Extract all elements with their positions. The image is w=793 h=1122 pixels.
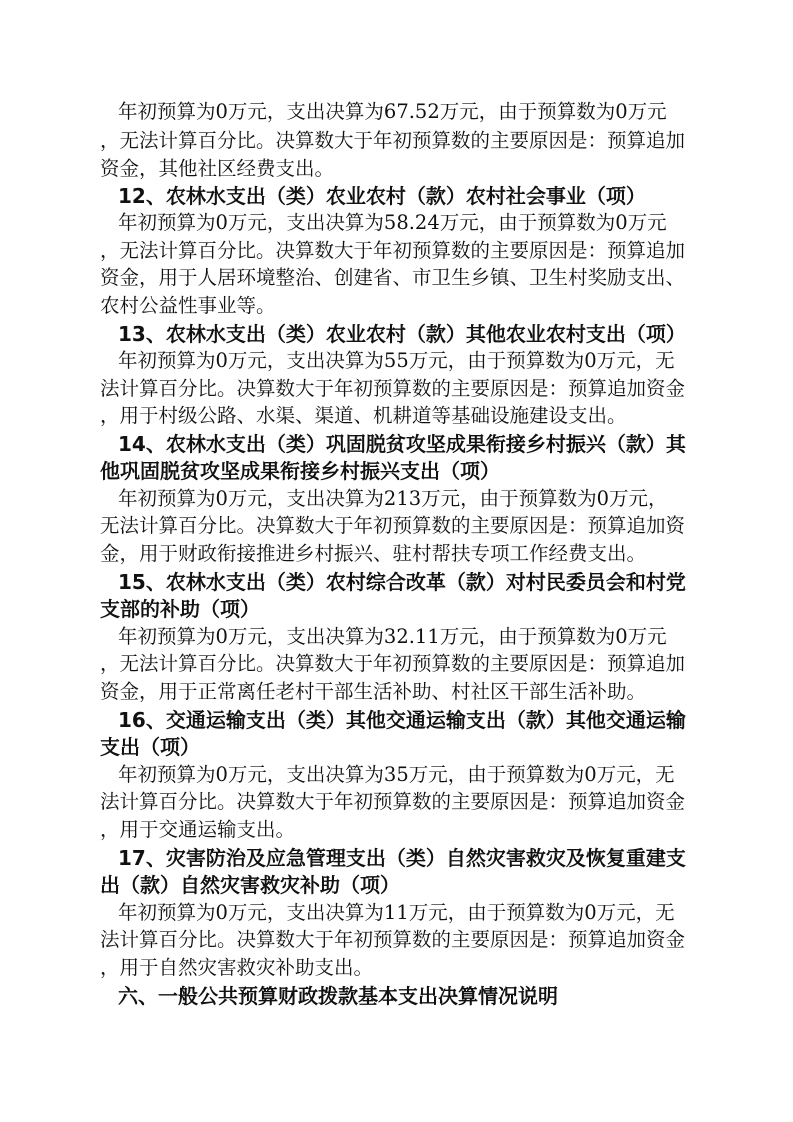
paragraph-line: 年初预算为0万元，支出决算为55万元，由于预算数为0万元，无 xyxy=(118,349,675,372)
paragraph-line: 法计算百分比。决算数大于年初预算数的主要原因是：预算追加资金 xyxy=(100,928,686,951)
paragraph-line: 农村公益性事业等。 xyxy=(100,294,276,317)
paragraph-line: ，用于村级公路、水渠、渠道、机耕道等基础设施建设支出。 xyxy=(100,404,627,427)
paragraph-line: 无法计算百分比。决算数大于年初预算数的主要原因是：预算追加资 xyxy=(100,514,686,537)
paragraph-line: 年初预算为0万元，支出决算为11万元，由于预算数为0万元，无 xyxy=(118,901,675,924)
paragraph-line: ，无法计算百分比。决算数大于年初预算数的主要原因是：预算追加 xyxy=(100,239,686,262)
section-heading: 12、农林水支出（类）农业农村（款）农村社会事业（项） xyxy=(118,184,646,208)
section-heading: 出（款）自然灾害救灾补助（项） xyxy=(100,873,400,897)
section-heading: 支出（项） xyxy=(100,735,200,759)
paragraph-line: 资金，其他社区经费支出。 xyxy=(100,157,335,180)
section-heading: 16、交通运输支出（类）其他交通运输支出（款）其他交通运输 xyxy=(118,708,686,732)
paragraph-line: 年初预算为0万元，支出决算为58.24万元，由于预算数为0万元 xyxy=(118,211,667,234)
paragraph-line: ，无法计算百分比。决算数大于年初预算数的主要原因是：预算追加 xyxy=(100,652,686,675)
section-heading: 15、农林水支出（类）农村综合改革（款）对村民委员会和村党 xyxy=(118,570,686,594)
section-heading: 六、一般公共预算财政拨款基本支出决算情况说明 xyxy=(118,984,558,1008)
paragraph-line: 资金，用于正常离任老村干部生活补助、村社区干部生活补助。 xyxy=(100,680,647,703)
section-heading: 13、农林水支出（类）农业农村（款）其他农业农村支出（项） xyxy=(118,322,686,346)
paragraph-line: 年初预算为0万元，支出决算为35万元，由于预算数为0万元，无 xyxy=(118,763,675,786)
section-heading: 他巩固脱贫攻坚成果衔接乡村振兴支出（项） xyxy=(100,459,500,483)
paragraph-line: 法计算百分比。决算数大于年初预算数的主要原因是：预算追加资金 xyxy=(100,377,686,400)
paragraph-line: 年初预算为0万元，支出决算为213万元，由于预算数为0万元， xyxy=(118,487,668,510)
paragraph-line: 资金，用于人居环境整治、创建省、市卫生乡镇、卫生村奖励支出、 xyxy=(100,266,686,289)
paragraph-line: ，用于自然灾害救灾补助支出。 xyxy=(100,956,374,979)
section-heading: 14、农林水支出（类）巩固脱贫攻坚成果衔接乡村振兴（款）其 xyxy=(118,432,686,456)
section-heading: 支部的补助（项） xyxy=(100,597,260,621)
paragraph-line: 年初预算为0万元，支出决算为67.52万元，由于预算数为0万元 xyxy=(118,100,667,123)
paragraph-line: 金，用于财政衔接推进乡村振兴、驻村帮扶专项工作经费支出。 xyxy=(100,542,647,565)
section-heading: 17、灾害防治及应急管理支出（类）自然灾害救灾及恢复重建支 xyxy=(118,846,686,870)
paragraph-line: 法计算百分比。决算数大于年初预算数的主要原因是：预算追加资金 xyxy=(100,790,686,813)
paragraph-line: 年初预算为0万元，支出决算为32.11万元，由于预算数为0万元 xyxy=(118,625,667,648)
paragraph-line: ，无法计算百分比。决算数大于年初预算数的主要原因是：预算追加 xyxy=(100,129,686,152)
paragraph-line: ，用于交通运输支出。 xyxy=(100,818,296,841)
